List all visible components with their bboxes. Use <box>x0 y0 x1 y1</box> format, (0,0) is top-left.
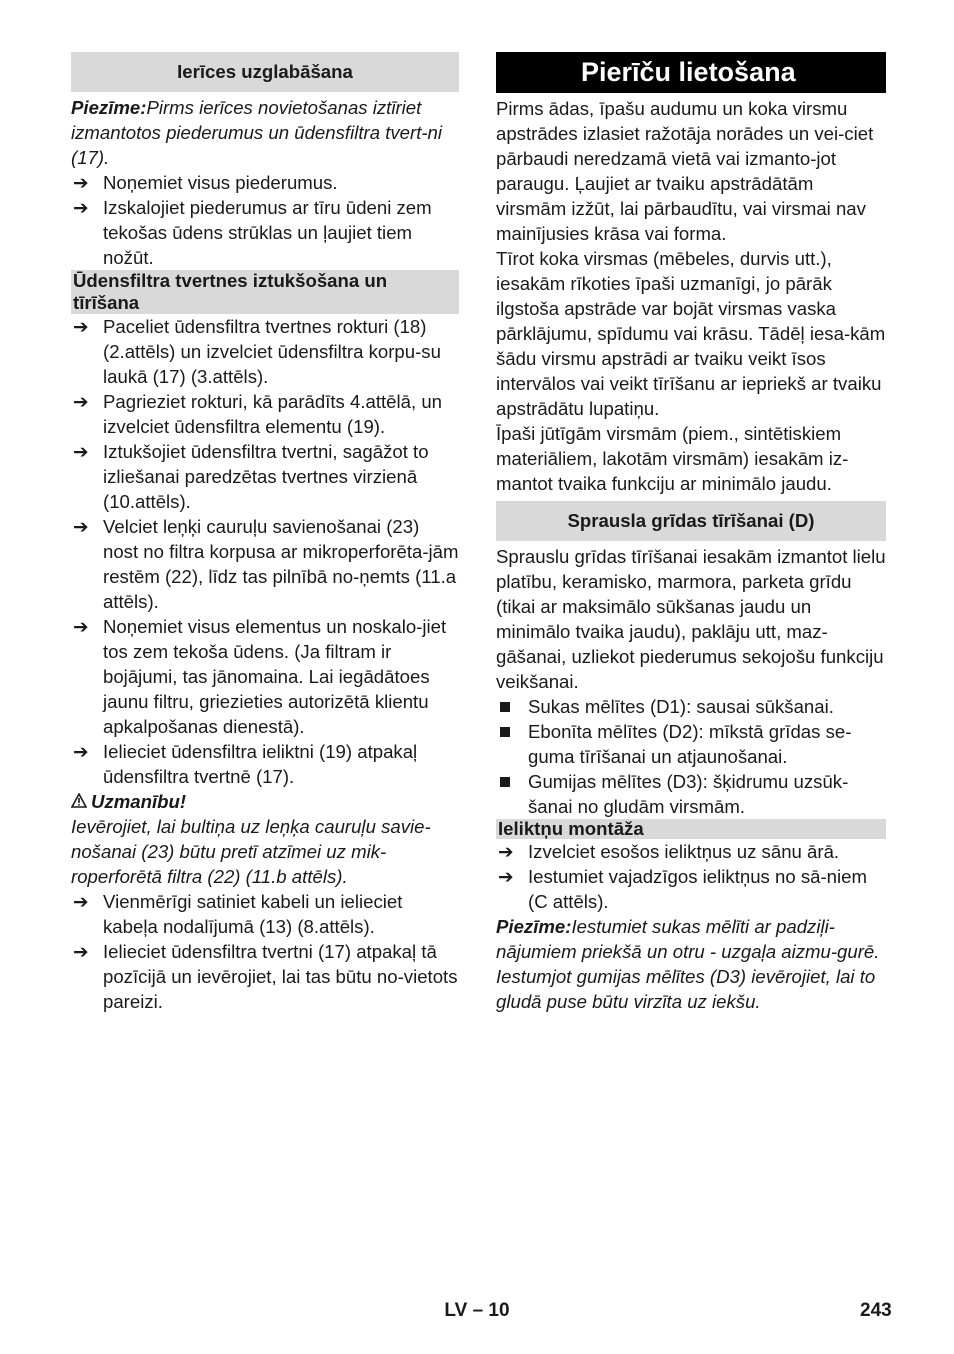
note-label: Piezīme: <box>71 97 147 118</box>
list-item <box>496 864 886 914</box>
bullet-text: Sukas mēlītes (D1): sausai sūkšanai. <box>528 696 834 717</box>
right-arrow-icon: ➔ <box>73 391 89 412</box>
right-arrow-icon: ➔ <box>73 441 89 462</box>
paragraph: Īpaši jūtīgām virsmām (piem., sintētiskiem materiāliem, lakotām virsmām) iesakām iz-mantot tvaika funkciju ar minimālo jaudu. <box>496 423 849 494</box>
right-arrow-icon: ➔ <box>73 172 89 193</box>
paragraph: Pirms ādas, īpašu audumu un koka virsmu apstrādes izlasiet ražotāja norādes un vei-ciet pārbaudi neredzamā vietā vai izmanto-jot paraugu. Ļaujiet ar tvaiku apstrādātām virsmām izžūt, lai pārbaudītu, vai virsmai nav mainījusies krāsa vai forma. <box>496 98 874 244</box>
list-item <box>71 889 459 939</box>
step-text: Pagrieziet rokturi, kā parādīts 4.attēlā, un izvelciet ūdensfiltra elementu (19). <box>103 391 442 437</box>
right-arrow-icon: ➔ <box>73 197 89 218</box>
note-text: Iestumiet sukas mēlīti ar padziļi-nājumiem priekšā un otru - uzgaļa aizmu-gurē. <box>496 916 880 962</box>
main-title: Pierīču lietošana <box>496 52 886 93</box>
inserts-note <box>496 914 886 964</box>
step-text: Izvelciet esošos ieliktņus uz sānu ārā. <box>528 841 840 862</box>
step-text: Noņemiet visus elementus un noskalo-jiet tos zem tekoša ūdens. (Ja filtram ir bojājumi, tas jānomaina. Lai iegādātoes jaunu filtru, griezieties autorizētā klientu apkalpošanas dienestā). <box>103 616 447 737</box>
storage-note <box>71 95 459 170</box>
list-item <box>71 439 459 514</box>
filter-heading-line1: Ūdensfiltra tvertnes iztukšošana un <box>73 270 388 291</box>
step-text: Izskalojiet piederumus ar tīru ūdeni zem tekošas ūdens strūklas un ļaujiet tiem nožūt. <box>103 197 432 268</box>
inserts-heading: Ieliktņu montāža <box>496 819 886 839</box>
floor-nozzle-heading: Sprausla grīdas tīrīšanai (D) <box>496 501 886 541</box>
right-arrow-icon: ➔ <box>498 866 514 887</box>
step-text: Noņemiet visus piederumus. <box>103 172 338 193</box>
paragraph: Tīrot koka virsmas (mēbeles, durvis utt.), iesakām rīkoties īpaši uzmanīgi, jo pārāk ilgstoša apstrāde var bojāt virsmas vaska pārklājumu, spīdumu vai krāsu. Tādēļ iesa-kām šādu virsmu apstrādi ar tvaiku veikt īsos intervālos vai veikt tīrīšanu ar iepriekš ar tvaiku apstrādātu lupatiņu. <box>496 248 886 419</box>
step-text: Vienmērīgi satiniet kabeli un ielieciet kabeļa nodalījumā (13) (8.attēls). <box>103 891 403 937</box>
list-item <box>71 614 459 739</box>
step-text: Iztukšojiet ūdensfiltra tvertni, sagāžot to izliešanai paredzētas tvertnes virzienā (10.attēls). <box>103 441 429 512</box>
step-text: Velciet leņķi cauruļu savienošanai (23) nost no filtra korpusa ar mikroperforēta-jām restēm (22), līdz tas pilnībā no-ņemts (11.a attēls). <box>103 516 459 612</box>
note-label: Piezīme: <box>496 916 572 937</box>
right-arrow-icon: ➔ <box>73 516 89 537</box>
list-item <box>71 389 459 439</box>
right-arrow-icon: ➔ <box>73 891 89 912</box>
note-text: Pirms ierīces novietošanas iztīriet izmantotos piederumus un ūdensfiltra tvert-ni (17). <box>71 97 443 168</box>
step-text: Ielieciet ūdensfiltra tvertni (17) atpakaļ tā pozīcijā un ievērojiet, lai tas būtu no-vietots pareizi. <box>103 941 458 1012</box>
right-arrow-icon: ➔ <box>73 941 89 962</box>
footer-section: LV – 10 <box>444 1300 510 1321</box>
storage-heading: Ierīces uzglabāšana <box>71 52 459 92</box>
right-column <box>496 52 886 1014</box>
list-item <box>71 739 459 789</box>
step-text: Paceliet ūdensfiltra tvertnes rokturi (18) (2.attēls) un izvelciet ūdensfiltra korpu-su laukā (17) (3.attēls). <box>103 316 441 387</box>
bullet-text: Ebonīta mēlītes (D2): mīkstā grīdas se-guma tīrīšanai un atjaunošanai. <box>528 721 852 767</box>
filter-heading <box>71 270 459 314</box>
left-column <box>71 52 459 1014</box>
list-item <box>71 939 459 1014</box>
list-item <box>71 514 459 614</box>
warning-triangle-icon <box>71 789 91 814</box>
right-arrow-icon: ➔ <box>498 841 514 862</box>
right-arrow-icon: ➔ <box>73 316 89 337</box>
filter-heading-line2: tīrīšana <box>73 292 140 313</box>
step-text: Ielieciet ūdensfiltra ieliktni (19) atpakaļ ūdensfiltra tvertnē (17). <box>103 741 418 787</box>
list-item <box>496 719 886 769</box>
note-text-2: Iestumjot gumijas mēlītes (D3) ievērojiet, lai to gludā puse būtu virzīta uz iekšu. <box>496 966 876 1012</box>
list-item <box>496 839 886 864</box>
paragraph: Sprauslu grīdas tīrīšanai iesakām izmantot lielu platību, keramisko, marmora, parketa grīdu (tikai ar maksimālo sūkšanas jaudu un minimālo tvaika jaudu), paklāju utt, maz-gāšanai, uzliekot piederumus sekojošu funkciju veikšanai. <box>496 546 886 692</box>
list-item <box>496 769 886 819</box>
warning-label: Uzmanību! <box>91 791 187 812</box>
list-item <box>71 314 459 389</box>
right-arrow-icon: ➔ <box>73 741 89 762</box>
warning-title <box>71 789 459 814</box>
page-number: 243 <box>860 1300 892 1321</box>
bullet-text: Gumijas mēlītes (D3): šķidrumu uzsūk-šanai no gludām virsmām. <box>528 771 849 817</box>
warning-text: Ievērojiet, lai bultiņa uz leņķa cauruļu savie-nošanai (23) būtu pretī atzīmei uz mik-roperforētā filtra (22) (11.b attēls). <box>71 816 431 887</box>
list-item <box>71 170 459 195</box>
step-text: Iestumiet vajadzīgos ieliktņus no sā-niem (C attēls). <box>528 866 867 912</box>
square-bullet-icon <box>500 702 510 712</box>
list-item <box>496 694 886 719</box>
square-bullet-icon <box>500 777 510 787</box>
square-bullet-icon <box>500 727 510 737</box>
right-arrow-icon: ➔ <box>73 616 89 637</box>
list-item <box>71 195 459 270</box>
